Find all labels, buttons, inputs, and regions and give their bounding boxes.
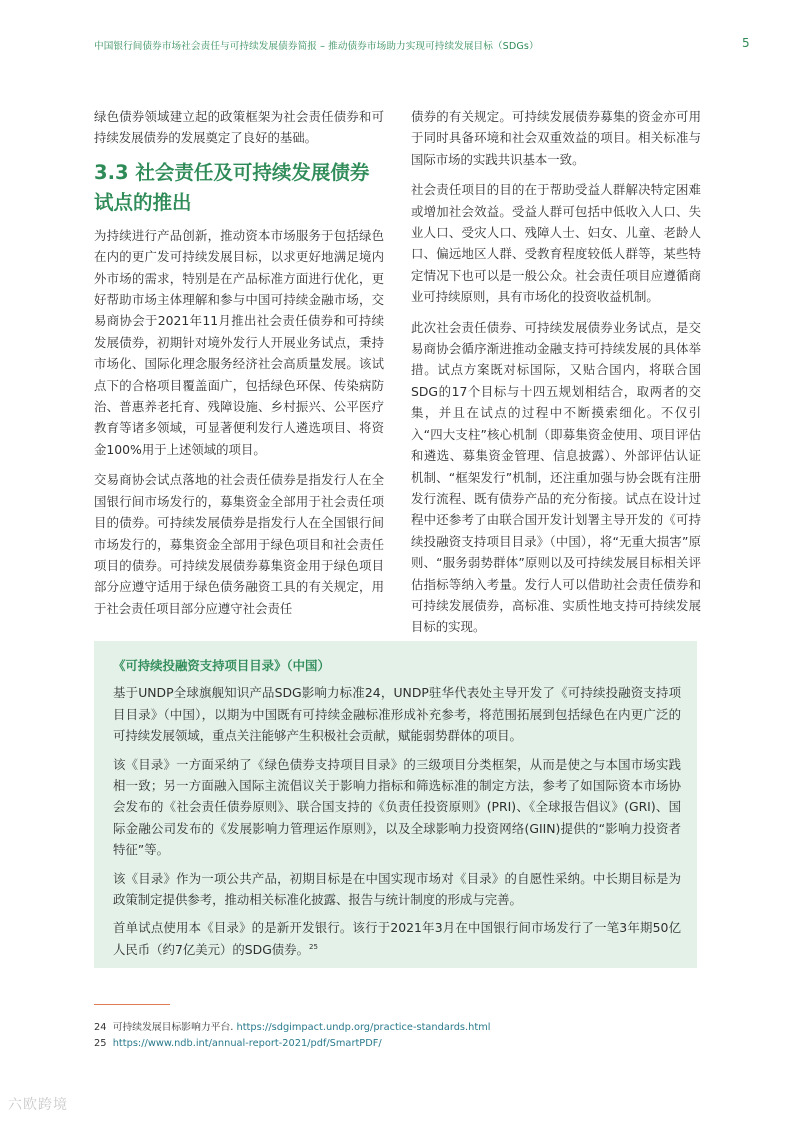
- left-paragraph-2: 交易商协会试点落地的社会责任债券是指发行人在全国银行间市场发行的，募集资金全部用于社会责任项目的债券。可持续发展债券是指发行人在全国银行间市场发行的，募集资金全部用于绿色项目和社会责任项目的债券。可持续发展债券募集资金用于绿色项目部分应遵守适用于绿色债务融资工具的有关规定，用于社会责任项目部分应遵守社会责任: [94, 472, 384, 616]
- footnote-link[interactable]: https://www.ndb.int/annual-report-2021/pdf/SmartPDF/: [112, 1038, 382, 1049]
- right-column: [411, 106, 701, 647]
- info-box-paragraph-4: [113, 917, 681, 960]
- footnote-24: [94, 1020, 490, 1036]
- footnote-link[interactable]: https://sdgimpact.undp.org/practice-standards.html: [236, 1022, 491, 1033]
- right-paragraph-2: 社会责任项目的目的在于帮助受益人群解决特定困难或增加社会效益。受益人群可包括中低收入人口、失业人口、受灾人口、残障人士、妇女、儿童、老龄人口、偏远地区人群、受教育程度较低人群等，某些特定情况下也可以是一般公众。社会责任项目应遵循商业可持续原则，具有市场化的投资收益机制。: [411, 182, 701, 305]
- section-title: 3.3 社会责任及可持续发展债券试点的推出: [94, 160, 370, 214]
- info-box-title: 《可持续投融资支持项目目录》（中国）: [113, 658, 330, 673]
- info-box-paragraph-2: 该《目录》一方面采纳了《绿色债券支持项目目录》的三级项目分类框架，从而是使之与本国市场实践相一致；另一方面融入国际主流倡议关于影响力指标和筛选标准的制定方法，参考了如国际资本市场协会发布的《社会责任债券原则》、联合国支持的《负责任投资原则》(PRI)、《全球报告倡议》(GRI)、国际金融公司发布的《发展影响力管理运作原则》，以及全球影响力投资网络(GIIN)提供的“影响力投资者特征”等。: [113, 756, 681, 858]
- footnotes: [94, 1020, 490, 1052]
- info-box-paragraph-4-text: 首单试点使用本《目录》的是新开发银行。该行于2021年3月在中国银行间市场发行了一笔3年期50亿人民币（约7亿美元）的SDG债券。: [113, 920, 681, 957]
- running-header: 中国银行间债券市场社会责任与可持续发展债券简报 – 推动债券市场助力实现可持续发展目标（SDGs）: [94, 41, 539, 52]
- footnote-text: 可持续发展目标影响力平台.: [112, 1022, 237, 1033]
- left-paragraph-1: 为持续进行产品创新，推动资本市场服务于包括绿色在内的更广发可持续发展目标，以求更好地满足境内外市场的需求，特别是在产品标准方面进行优化，更好帮助市场主体理解和参与中国可持续金融市场，交易商协会于2021年11月推出社会责任债券和可持续发展债券，初期针对境外发行人开展业务试点，秉持市场化、国际化理念服务经济社会高质量发展。该试点下的合格项目覆盖面广，包括绿色环保、传染病防治、普惠养老托育、残障设施、乡村振兴、公平医疗教育等诸多领域，可显著便利发行人遴选项目、将资金100%用于上述领域的项目。: [94, 227, 384, 457]
- left-column: [94, 106, 384, 628]
- intro-paragraph: 绿色债券领域建立起的政策框架为社会责任债券和可持续发展债券的发展奠定了良好的基础。: [94, 109, 384, 146]
- info-box-paragraph-1: 基于UNDP全球旗舰知识产品SDG影响力标准24，UNDP驻华代表处主导开发了《可持续投融资支持项目目录》（中国），以期为中国既有可持续金融标准形成补充参考，将范围拓展到包括绿色在内更广泛的可持续发展领域，重点关注能够产生积极社会贡献，赋能弱势群体的项目。: [113, 685, 681, 744]
- footnote-number: 24: [94, 1022, 107, 1033]
- page-number: 5: [742, 36, 750, 50]
- info-box: [94, 641, 697, 968]
- footnote-divider: [94, 1004, 170, 1005]
- right-paragraph-3: 此次社会责任债券、可持续发展债券业务试点，是交易商协会循序渐进推动金融支持可持续发展的具体举措。试点方案既对标国际，又贴合国内，将联合国SDG的17个目标与十四五规划相结合，取两者的交集，并且在试点的过程中不断摸索细化。不仅引入“四大支柱”核心机制（即募集资金使用、项目评估和遴选、募集资金管理、信息披露）、外部评估认证机制、“框架发行”机制，还注重加强与协会既有注册发行流程、既有债券产品的充分衔接。试点在设计过程中还参考了由联合国开发计划署主导开发的《可持续投融资支持项目目录》（中国），将“无重大损害”原则、“服务弱势群体”原则以及可持续发展目标相关评估指标等纳入考量。发行人可以借助社会责任债券和可持续发展债券，高标准、实质性地支持可持续发展目标的实现。: [411, 319, 701, 635]
- footnote-ref-25[interactable]: 25: [308, 942, 318, 951]
- footnote-number: 25: [94, 1038, 107, 1049]
- footnote-25: [94, 1036, 490, 1052]
- right-paragraph-1: 债券的有关规定。可持续发展债券募集的资金亦可用于同时具备环境和社会双重效益的项目。相关标准与国际市场的实践共识基本一致。: [411, 109, 701, 167]
- info-box-paragraph-3: 该《目录》作为一项公共产品，初期目标是在中国实现市场对《目录》的自愿性采纳。中长期目标是为政策制定提供参考，推动相关标准化披露、报告与统计制度的形成与完善。: [113, 870, 681, 908]
- watermark: 六欧跨境: [8, 1097, 68, 1113]
